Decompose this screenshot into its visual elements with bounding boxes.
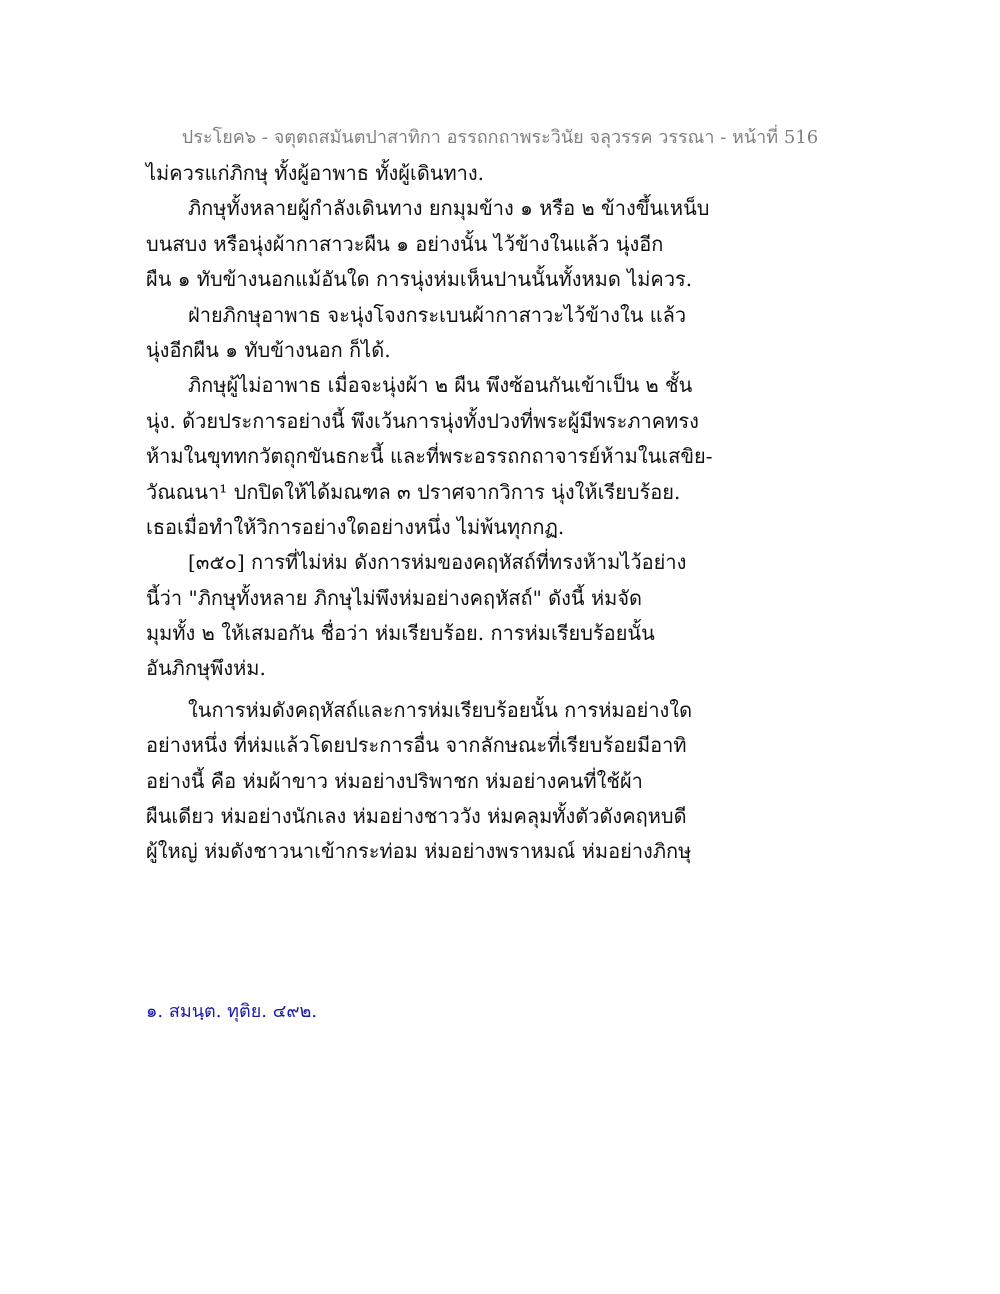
- text-line: ไม่ควรแก่ภิกษุ ทั้งผู้อาพาธ ทั้งผู้เดินทาง.: [146, 161, 485, 185]
- text-line: ห้ามในขุททกวัตถุกขันธกะนี้ และที่พระอรรถกถาจารย์ห้ามในเสขิย-: [146, 444, 713, 469]
- text-line: ผืน ๑ ทับข้างนอกแม้อันใด การนุ่งห่มเห็นปานนั้นทั้งหมด ไม่ควร.: [146, 267, 693, 292]
- text-line: ผืนเดียว ห่มอย่างนักเลง ห่มอย่างชาววัง ห่มคลุมทั้งตัวดังคฤหบดี: [146, 804, 687, 829]
- text-line: บนสบง หรือนุ่งผ้ากาสาวะผืน ๑ อย่างนั้น ไว้ข้างในแล้ว นุ่งอีก: [146, 231, 664, 256]
- body-text: [146, 156, 866, 870]
- text-line: นุ่ง. ด้วยประการอย่างนี้ พึงเว้นการนุ่งทั้งปวงที่พระผู้มีพระภาคทรง: [146, 408, 699, 433]
- text-line: นี้ว่า "ภิกษุทั้งหลาย ภิกษุไม่พึงห่มอย่างคฤหัสถ์" ดังนี้ ห่มจัด: [146, 585, 643, 610]
- text-line: เธอเมื่อทำให้วิการอย่างใดอย่างหนึ่ง ไม่พ้นทุกกฏ.: [146, 514, 565, 539]
- text-line: อย่างหนึ่ง ที่ห่มแล้วโดยประการอื่น จากลักษณะที่เรียบร้อยมีอาทิ: [146, 733, 687, 758]
- page-header: ประโยค๖ - จตุตถสมันตปาสาทิกา อรรถกถาพระวินัย จลุวรรค วรรณา - หน้าที่ 516: [181, 127, 819, 148]
- text-line: ฝ่ายภิกษุอาพาธ จะนุ่งโจงกระเบนผ้ากาสาวะไว้ข้างใน แล้ว: [188, 302, 687, 327]
- text-line: ภิกษุทั้งหลายผู้กำลังเดินทาง ยกมุมข้าง ๑ หรือ ๒ ข้างขึ้นเหน็บ: [188, 196, 710, 221]
- text-line: วัณณนา¹ ปกปิดให้ได้มณฑล ๓ ปราศจากวิการ นุ่งให้เรียบร้อย.: [146, 479, 681, 504]
- text-line: มุมทั้ง ๒ ให้เสมอกัน ชื่อว่า ห่มเรียบร้อย. การห่มเรียบร้อยนั้น: [146, 621, 655, 646]
- text-line: นุ่งอีกผืน ๑ ทับข้างนอก ก็ได้.: [146, 337, 391, 362]
- text-line: อันภิกษุพึงห่ม.: [146, 656, 266, 681]
- footnote: ๑. สมนฺต. ทุติย. ๔๙๒.: [146, 1001, 318, 1022]
- text-line: อย่างนี้ คือ ห่มผ้าขาว ห่มอย่างปริพาชก ห่มอย่างคนที่ใช้ผ้า: [146, 768, 643, 793]
- text-line: [๓๕๐] การที่ไม่ห่ม ดังการห่มของคฤหัสถ์ที่ทรงห้ามไว้อย่าง: [188, 550, 687, 575]
- text-line: ผู้ใหญ่ ห่มดังชาวนาเข้ากระท่อม ห่มอย่างพราหมณ์ ห่มอย่างภิกษุ: [146, 839, 692, 864]
- text-line: ในการห่มดังคฤหัสถ์และการห่มเรียบร้อยนั้น การห่มอย่างใด: [188, 697, 693, 722]
- text-line: ภิกษุผู้ไม่อาพาธ เมื่อจะนุ่งผ้า ๒ ผืน พึงซ้อนกันเข้าเป็น ๒ ชั้น: [188, 373, 693, 398]
